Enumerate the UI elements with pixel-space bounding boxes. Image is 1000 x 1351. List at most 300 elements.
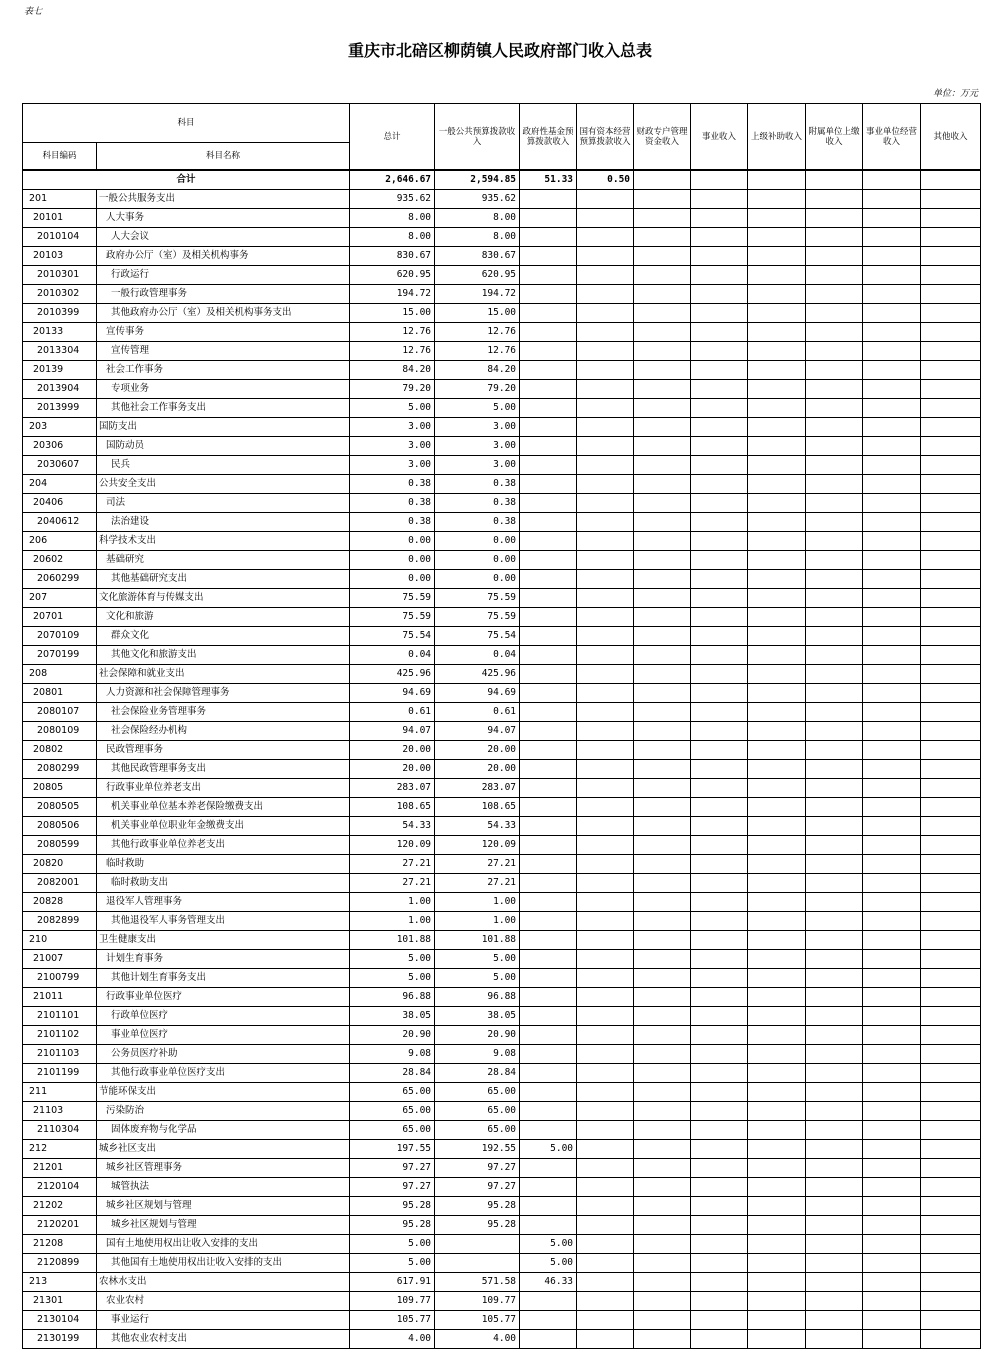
cell-affiliated [806, 437, 863, 456]
cell-superior-subsidy [748, 456, 806, 475]
cell-fiscal-special [634, 969, 691, 988]
cell-state-capital [577, 912, 634, 931]
cell-state-capital [577, 817, 634, 836]
total-other [921, 170, 981, 190]
cell-state-capital [577, 190, 634, 209]
cell-business [691, 969, 748, 988]
header-name: 科目名称 [97, 143, 350, 171]
cell-state-capital [577, 1216, 634, 1235]
cell-other [921, 437, 981, 456]
cell-fiscal-special [634, 570, 691, 589]
cell-operating [863, 570, 921, 589]
cell-business [691, 399, 748, 418]
cell-name: 机关事业单位基本养老保险缴费支出 [97, 798, 350, 817]
table-row [23, 1121, 981, 1140]
cell-other [921, 760, 981, 779]
cell-business [691, 190, 748, 209]
cell-total: 84.20 [350, 361, 435, 380]
cell-fiscal-special [634, 988, 691, 1007]
cell-superior-subsidy [748, 608, 806, 627]
cell-operating [863, 551, 921, 570]
cell-operating [863, 646, 921, 665]
total-row [23, 170, 981, 190]
cell-gov-fund [520, 1045, 577, 1064]
cell-code: 206 [23, 532, 97, 551]
cell-business [691, 209, 748, 228]
cell-other [921, 779, 981, 798]
cell-business [691, 1197, 748, 1216]
cell-business [691, 817, 748, 836]
cell-general-budget: 0.04 [435, 646, 520, 665]
table-number-tag: 表七 [24, 7, 43, 17]
cell-gov-fund [520, 475, 577, 494]
cell-other [921, 323, 981, 342]
cell-other [921, 418, 981, 437]
cell-affiliated [806, 817, 863, 836]
cell-operating [863, 1235, 921, 1254]
cell-operating [863, 874, 921, 893]
cell-business [691, 703, 748, 722]
cell-general-budget: 65.00 [435, 1121, 520, 1140]
table-row [23, 551, 981, 570]
cell-code: 21201 [23, 1159, 97, 1178]
cell-name: 公共安全支出 [97, 475, 350, 494]
cell-gov-fund [520, 513, 577, 532]
cell-affiliated [806, 342, 863, 361]
cell-operating [863, 475, 921, 494]
cell-business [691, 1026, 748, 1045]
cell-state-capital [577, 456, 634, 475]
table-row [23, 1026, 981, 1045]
cell-total: 79.20 [350, 380, 435, 399]
cell-operating [863, 1311, 921, 1330]
cell-state-capital [577, 1330, 634, 1349]
table-row [23, 1178, 981, 1197]
cell-business [691, 323, 748, 342]
cell-fiscal-special [634, 855, 691, 874]
cell-total: 5.00 [350, 1235, 435, 1254]
cell-code: 21103 [23, 1102, 97, 1121]
cell-general-budget: 3.00 [435, 456, 520, 475]
cell-state-capital [577, 1083, 634, 1102]
cell-business [691, 570, 748, 589]
cell-affiliated [806, 285, 863, 304]
table-row [23, 190, 981, 209]
cell-total: 109.77 [350, 1292, 435, 1311]
cell-superior-subsidy [748, 209, 806, 228]
cell-other [921, 684, 981, 703]
cell-other [921, 589, 981, 608]
cell-fiscal-special [634, 684, 691, 703]
cell-state-capital [577, 1064, 634, 1083]
cell-name: 司法 [97, 494, 350, 513]
cell-other [921, 1292, 981, 1311]
cell-business [691, 285, 748, 304]
cell-other [921, 1197, 981, 1216]
cell-gov-fund [520, 1007, 577, 1026]
cell-operating [863, 1197, 921, 1216]
cell-other [921, 722, 981, 741]
cell-general-budget: 65.00 [435, 1102, 520, 1121]
cell-affiliated [806, 1197, 863, 1216]
cell-total: 12.76 [350, 342, 435, 361]
cell-operating [863, 1159, 921, 1178]
cell-other [921, 1007, 981, 1026]
cell-business [691, 266, 748, 285]
cell-state-capital [577, 399, 634, 418]
table-row [23, 589, 981, 608]
cell-operating [863, 342, 921, 361]
cell-affiliated [806, 1216, 863, 1235]
cell-fiscal-special [634, 513, 691, 532]
cell-general-budget: 8.00 [435, 209, 520, 228]
cell-total: 197.55 [350, 1140, 435, 1159]
cell-general-budget: 79.20 [435, 380, 520, 399]
cell-fiscal-special [634, 893, 691, 912]
cell-name: 事业运行 [97, 1311, 350, 1330]
cell-superior-subsidy [748, 285, 806, 304]
cell-superior-subsidy [748, 798, 806, 817]
cell-total: 5.00 [350, 969, 435, 988]
cell-fiscal-special [634, 190, 691, 209]
cell-code: 2130104 [23, 1311, 97, 1330]
table-row [23, 266, 981, 285]
cell-gov-fund [520, 665, 577, 684]
cell-total: 0.38 [350, 513, 435, 532]
cell-code: 2010104 [23, 228, 97, 247]
cell-fiscal-special [634, 323, 691, 342]
cell-superior-subsidy [748, 1140, 806, 1159]
cell-name: 农林水支出 [97, 1273, 350, 1292]
cell-total: 0.38 [350, 494, 435, 513]
table-row [23, 437, 981, 456]
cell-gov-fund [520, 1159, 577, 1178]
cell-gov-fund [520, 266, 577, 285]
cell-general-budget: 0.61 [435, 703, 520, 722]
table-row [23, 247, 981, 266]
cell-gov-fund [520, 684, 577, 703]
table-row [23, 931, 981, 950]
cell-gov-fund [520, 1197, 577, 1216]
cell-name: 城乡社区管理事务 [97, 1159, 350, 1178]
cell-total: 0.00 [350, 551, 435, 570]
cell-operating [863, 1026, 921, 1045]
cell-name: 其他文化和旅游支出 [97, 646, 350, 665]
cell-business [691, 456, 748, 475]
cell-affiliated [806, 855, 863, 874]
cell-other [921, 1235, 981, 1254]
income-summary-table [22, 103, 981, 1349]
cell-other [921, 741, 981, 760]
cell-code: 20802 [23, 741, 97, 760]
cell-other [921, 665, 981, 684]
cell-other [921, 988, 981, 1007]
cell-state-capital [577, 361, 634, 380]
cell-gov-fund [520, 798, 577, 817]
cell-fiscal-special [634, 779, 691, 798]
cell-affiliated [806, 456, 863, 475]
cell-name: 城乡社区规划与管理 [97, 1197, 350, 1216]
cell-affiliated [806, 513, 863, 532]
cell-state-capital [577, 684, 634, 703]
cell-fiscal-special [634, 1102, 691, 1121]
cell-state-capital [577, 1273, 634, 1292]
cell-fiscal-special [634, 1197, 691, 1216]
cell-gov-fund [520, 190, 577, 209]
cell-code: 2010399 [23, 304, 97, 323]
cell-other [921, 532, 981, 551]
cell-state-capital [577, 760, 634, 779]
cell-name: 基础研究 [97, 551, 350, 570]
cell-superior-subsidy [748, 836, 806, 855]
cell-total: 0.00 [350, 532, 435, 551]
cell-general-budget: 84.20 [435, 361, 520, 380]
cell-name: 公务员医疗补助 [97, 1045, 350, 1064]
cell-business [691, 247, 748, 266]
cell-name: 事业单位医疗 [97, 1026, 350, 1045]
cell-general-budget: 0.00 [435, 532, 520, 551]
cell-other [921, 1140, 981, 1159]
total-operating [863, 170, 921, 190]
cell-superior-subsidy [748, 399, 806, 418]
table-row [23, 1102, 981, 1121]
cell-affiliated [806, 323, 863, 342]
table-row [23, 1007, 981, 1026]
cell-business [691, 665, 748, 684]
cell-name: 行政事业单位养老支出 [97, 779, 350, 798]
cell-total: 95.28 [350, 1197, 435, 1216]
cell-operating [863, 855, 921, 874]
total-business [691, 170, 748, 190]
cell-general-budget: 101.88 [435, 931, 520, 950]
cell-total: 1.00 [350, 893, 435, 912]
table-row [23, 1311, 981, 1330]
cell-business [691, 228, 748, 247]
cell-code: 203 [23, 418, 97, 437]
cell-code: 20139 [23, 361, 97, 380]
cell-business [691, 1102, 748, 1121]
cell-code: 20701 [23, 608, 97, 627]
cell-state-capital [577, 1235, 634, 1254]
cell-state-capital [577, 285, 634, 304]
cell-name: 国防动员 [97, 437, 350, 456]
cell-affiliated [806, 1178, 863, 1197]
cell-fiscal-special [634, 532, 691, 551]
cell-name: 一般行政管理事务 [97, 285, 350, 304]
cell-other [921, 817, 981, 836]
cell-total: 27.21 [350, 855, 435, 874]
cell-fiscal-special [634, 285, 691, 304]
cell-other [921, 969, 981, 988]
cell-name: 行政单位医疗 [97, 1007, 350, 1026]
cell-code: 2080599 [23, 836, 97, 855]
cell-state-capital [577, 703, 634, 722]
cell-affiliated [806, 1235, 863, 1254]
cell-state-capital [577, 475, 634, 494]
cell-superior-subsidy [748, 1083, 806, 1102]
cell-fiscal-special [634, 589, 691, 608]
cell-gov-fund [520, 551, 577, 570]
cell-business [691, 1064, 748, 1083]
cell-code: 20306 [23, 437, 97, 456]
cell-affiliated [806, 589, 863, 608]
cell-state-capital [577, 380, 634, 399]
cell-operating [863, 722, 921, 741]
cell-state-capital [577, 247, 634, 266]
cell-affiliated [806, 1121, 863, 1140]
cell-gov-fund: 46.33 [520, 1273, 577, 1292]
cell-other [921, 342, 981, 361]
cell-superior-subsidy [748, 437, 806, 456]
cell-other [921, 1045, 981, 1064]
cell-name: 文化旅游体育与传媒支出 [97, 589, 350, 608]
cell-other [921, 836, 981, 855]
cell-general-budget: 1.00 [435, 893, 520, 912]
cell-superior-subsidy [748, 1121, 806, 1140]
cell-affiliated [806, 969, 863, 988]
cell-fiscal-special [634, 741, 691, 760]
cell-gov-fund [520, 741, 577, 760]
cell-total: 425.96 [350, 665, 435, 684]
unit-label: 单位：万元 [932, 89, 978, 99]
cell-state-capital [577, 228, 634, 247]
cell-superior-subsidy [748, 418, 806, 437]
cell-business [691, 494, 748, 513]
cell-code: 20101 [23, 209, 97, 228]
cell-operating [863, 950, 921, 969]
cell-superior-subsidy [748, 1026, 806, 1045]
cell-gov-fund [520, 703, 577, 722]
cell-general-budget [435, 1235, 520, 1254]
cell-affiliated [806, 874, 863, 893]
cell-gov-fund [520, 969, 577, 988]
total-sum: 2,646.67 [350, 170, 435, 190]
cell-business [691, 532, 748, 551]
cell-operating [863, 760, 921, 779]
cell-operating [863, 1292, 921, 1311]
cell-code: 20103 [23, 247, 97, 266]
cell-affiliated [806, 1311, 863, 1330]
cell-total: 12.76 [350, 323, 435, 342]
cell-total: 94.07 [350, 722, 435, 741]
cell-code: 2013304 [23, 342, 97, 361]
cell-gov-fund [520, 361, 577, 380]
cell-fiscal-special [634, 931, 691, 950]
cell-superior-subsidy [748, 988, 806, 1007]
cell-general-budget [435, 1254, 520, 1273]
table-row [23, 228, 981, 247]
cell-name: 一般公共服务支出 [97, 190, 350, 209]
cell-name: 社会工作事务 [97, 361, 350, 380]
total-gov-fund: 51.33 [520, 170, 577, 190]
table-row [23, 361, 981, 380]
cell-general-budget: 96.88 [435, 988, 520, 1007]
cell-gov-fund [520, 1292, 577, 1311]
cell-business [691, 798, 748, 817]
cell-superior-subsidy [748, 1254, 806, 1273]
cell-operating [863, 988, 921, 1007]
cell-name: 社会保险经办机构 [97, 722, 350, 741]
cell-total: 830.67 [350, 247, 435, 266]
table-row [23, 475, 981, 494]
cell-affiliated [806, 893, 863, 912]
cell-affiliated [806, 266, 863, 285]
cell-other [921, 1121, 981, 1140]
cell-total: 75.54 [350, 627, 435, 646]
cell-gov-fund [520, 323, 577, 342]
cell-operating [863, 456, 921, 475]
cell-total: 120.09 [350, 836, 435, 855]
table-row [23, 627, 981, 646]
cell-gov-fund [520, 228, 577, 247]
table-row [23, 513, 981, 532]
cell-affiliated [806, 798, 863, 817]
cell-fiscal-special [634, 1140, 691, 1159]
cell-superior-subsidy [748, 760, 806, 779]
cell-general-budget: 3.00 [435, 418, 520, 437]
cell-superior-subsidy [748, 1273, 806, 1292]
cell-fiscal-special [634, 1178, 691, 1197]
cell-business [691, 760, 748, 779]
cell-business [691, 1254, 748, 1273]
cell-gov-fund [520, 1121, 577, 1140]
cell-fiscal-special [634, 1064, 691, 1083]
cell-general-budget: 20.90 [435, 1026, 520, 1045]
cell-state-capital [577, 798, 634, 817]
cell-state-capital [577, 1197, 634, 1216]
cell-name: 人力资源和社会保障管理事务 [97, 684, 350, 703]
cell-code: 204 [23, 475, 97, 494]
cell-gov-fund [520, 380, 577, 399]
cell-total: 15.00 [350, 304, 435, 323]
cell-state-capital [577, 608, 634, 627]
cell-fiscal-special [634, 874, 691, 893]
cell-general-budget: 20.00 [435, 741, 520, 760]
cell-fiscal-special [634, 494, 691, 513]
cell-affiliated [806, 1292, 863, 1311]
cell-general-budget: 75.54 [435, 627, 520, 646]
cell-name: 社会保障和就业支出 [97, 665, 350, 684]
table-row [23, 1292, 981, 1311]
cell-affiliated [806, 532, 863, 551]
cell-superior-subsidy [748, 551, 806, 570]
cell-state-capital [577, 323, 634, 342]
cell-gov-fund [520, 285, 577, 304]
cell-gov-fund [520, 209, 577, 228]
cell-code: 21011 [23, 988, 97, 1007]
cell-general-budget: 0.38 [435, 475, 520, 494]
cell-fiscal-special [634, 950, 691, 969]
cell-general-budget: 94.69 [435, 684, 520, 703]
cell-business [691, 874, 748, 893]
cell-general-budget: 194.72 [435, 285, 520, 304]
cell-business [691, 1273, 748, 1292]
cell-fiscal-special [634, 1159, 691, 1178]
cell-total: 9.08 [350, 1045, 435, 1064]
cell-fiscal-special [634, 342, 691, 361]
cell-affiliated [806, 418, 863, 437]
cell-name: 退役军人管理事务 [97, 893, 350, 912]
cell-total: 8.00 [350, 228, 435, 247]
cell-affiliated [806, 722, 863, 741]
cell-affiliated [806, 779, 863, 798]
cell-fiscal-special [634, 798, 691, 817]
cell-business [691, 437, 748, 456]
cell-affiliated [806, 1007, 863, 1026]
table-row [23, 209, 981, 228]
cell-other [921, 646, 981, 665]
cell-superior-subsidy [748, 722, 806, 741]
